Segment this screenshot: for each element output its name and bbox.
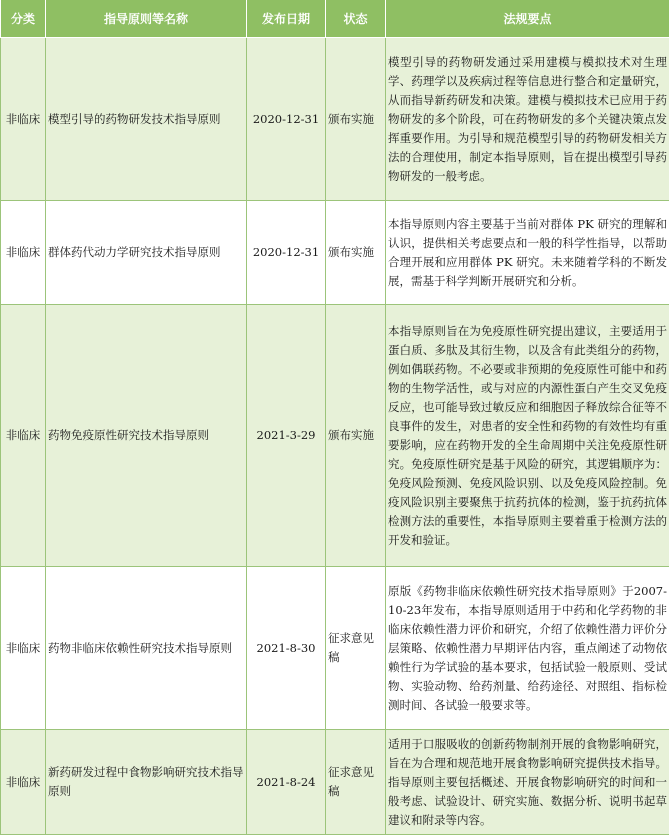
row-name: 药物非临床依赖性研究技术指导原则 bbox=[46, 567, 247, 730]
row-name: 药物免疫原性研究技术指导原则 bbox=[46, 305, 247, 567]
row-status: 颁布实施 bbox=[326, 201, 386, 305]
header-points: 法规要点 bbox=[386, 0, 669, 38]
row-status: 征求意见稿 bbox=[326, 730, 386, 835]
header-name: 指导原则等名称 bbox=[46, 0, 247, 38]
table-row bbox=[1, 38, 669, 201]
row-category: 非临床 bbox=[1, 201, 46, 305]
row-points: 原版《药物非临床依赖性研究技术指导原则》于2007-10-23年发布，本指导原则适用于中药和化学药物的非临床依赖性潜力评价和研究，介绍了依赖性潜力评价分层策略、依赖性潜力早期评估内容，重点阐述了动物依赖性行为学试验的基本要求，包括试验一般原则、受试物、实验动物、给药剂量、给药途径、对照组、指标检测时间、各试验一般要求等。 bbox=[386, 567, 669, 730]
row-name: 模型引导的药物研发技术指导原则 bbox=[46, 38, 247, 201]
row-points: 本指导原则旨在为免疫原性研究提出建议，主要适用于蛋白质、多肽及其衍生物，以及含有此类组分的药物，例如偶联药物。不必要或非预期的免疫原性可能中和药物的生物学活性，或与对应的内源性蛋白产生交叉免疫反应，也可能导致过敏反应和细胞因子释放综合征等不良事件的发生，对患者的安全性和药物的有效性均有重要影响，应在药物开发的全生命周期中关注免疫原性研究。免疫原性研究是基于风险的研究，其逻辑顺序为：免疫风险预测、免疫风险识别、以及免疫风险控制。免疫风险识别主要聚焦于抗药抗体的检测，鉴于抗药抗体检测方法的重要性，本指导原则主要着重于检测方法的开发和验证。 bbox=[386, 305, 669, 567]
header-date: 发布日期 bbox=[247, 0, 326, 38]
row-status: 征求意见稿 bbox=[326, 567, 386, 730]
header-status: 状态 bbox=[326, 0, 386, 38]
table-row bbox=[1, 730, 669, 835]
row-points: 本指导原则内容主要基于当前对群体 PK 研究的理解和认识，提供相关考虑要点和一般的科学性指导，以帮助合理开展和应用群体 PK 研究。未来随着学科的不断发展，需基于科学判断开展研究和分析。 bbox=[386, 201, 669, 305]
header-category: 分类 bbox=[1, 0, 46, 38]
table-header-row bbox=[1, 0, 669, 38]
row-date: 2020-12-31 bbox=[247, 38, 326, 201]
row-category: 非临床 bbox=[1, 730, 46, 835]
row-category: 非临床 bbox=[1, 38, 46, 201]
row-date: 2021-8-30 bbox=[247, 567, 326, 730]
row-category: 非临床 bbox=[1, 305, 46, 567]
row-points: 模型引导的药物研发通过采用建模与模拟技术对生理学、药理学以及疾病过程等信息进行整合和定量研究，从而指导新药研发和决策。建模与模拟技术已应用于药物研发的多个阶段，可在药物研发的多个关键决策点发挥重要作用。为引导和规范模型引导的药物研发相关方法的合理使用，制定本指导原则，旨在提出模型引导药物研发的一般考虑。 bbox=[386, 38, 669, 201]
row-name: 群体药代动力学研究技术指导原则 bbox=[46, 201, 247, 305]
table-row bbox=[1, 201, 669, 305]
row-date: 2021-3-29 bbox=[247, 305, 326, 567]
row-date: 2020-12-31 bbox=[247, 201, 326, 305]
table-row bbox=[1, 305, 669, 567]
row-points: 适用于口服吸收的创新药物制剂开展的食物影响研究，旨在为合理和规范地开展食物影响研究提供技术指导。指导原则主要包括概述、开展食物影响研究的时间和一般考虑、试验设计、研究实施、数据分析、说明书起草建议和附录等内容。 bbox=[386, 730, 669, 835]
row-name: 新药研发过程中食物影响研究技术指导原则 bbox=[46, 730, 247, 835]
row-date: 2021-8-24 bbox=[247, 730, 326, 835]
table-row bbox=[1, 567, 669, 730]
row-status: 颁布实施 bbox=[326, 38, 386, 201]
row-category: 非临床 bbox=[1, 567, 46, 730]
row-status: 颁布实施 bbox=[326, 305, 386, 567]
